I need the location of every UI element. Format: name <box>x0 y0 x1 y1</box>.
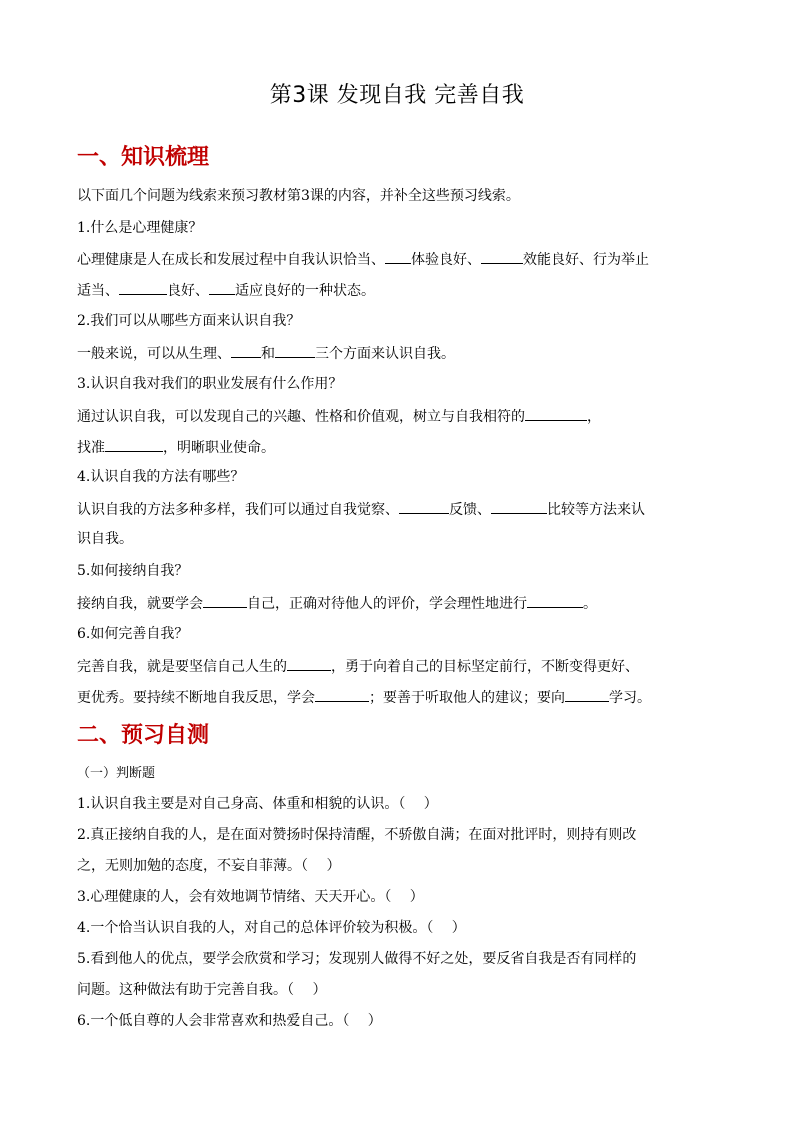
fill-blank <box>565 686 609 702</box>
section-heading-self-test: 二、预习自测 <box>77 723 210 748</box>
question-5: 5.如何接纳自我？ <box>77 563 189 579</box>
subsection-true-false: （一）判断题 <box>77 766 156 781</box>
tf-item: 5.看到他人的优点，要学会欣赏和学习；发现别人做得不好之处，要反省自我是否有同样的 <box>77 951 637 967</box>
answer-6-line-1: 完善自我，就是要坚信自己人生的 ，勇于向着自己的目标坚定前行，不断变得更好、 <box>77 655 722 677</box>
question-3: 3.认识自我对我们的职业发展有什么作用？ <box>77 376 343 392</box>
fill-blank <box>275 342 315 358</box>
answer-1-line-1: 心理健康是人在成长和发展过程中自我认识恰当、 体验良好、 效能良好、行为举止 <box>77 248 722 270</box>
answer-2-line-1: 一般来说，可以从生理、 和 三个方面来认识自我。 <box>77 342 722 364</box>
question-6: 6.如何完善自我？ <box>77 626 189 642</box>
fill-blank <box>231 342 261 358</box>
answer-5-line-1: 接纳自我，就要学会 自己，正确对待他人的评价，学会理性地进行 。 <box>77 592 722 614</box>
tf-item: 3.心理健康的人，会有效地调节情绪、天天开心。（ ） <box>77 889 424 905</box>
fill-blank <box>527 592 583 608</box>
fill-blank <box>399 498 449 514</box>
answer-3-line-2: 找准 ，明晰职业使命。 <box>77 436 722 458</box>
fill-blank <box>525 405 587 421</box>
fill-blank <box>385 248 411 264</box>
tf-item-continued: 问题。这种做法有助于完善自我。（ ） <box>77 982 327 998</box>
fill-blank <box>481 248 523 264</box>
answer-3-line-1: 通过认识自我，可以发现自己的兴趣、性格和价值观，树立与自我相符的 ， <box>77 405 722 427</box>
answer-6-line-2: 更优秀。要持续不断地自我反思，学会 ；要善于听取他人的建议；要向 学习。 <box>77 686 722 708</box>
tf-item: 4.一个恰当认识自我的人，对自己的总体评价较为积极。（ ） <box>77 920 466 936</box>
question-2: 2.我们可以从哪些方面来认识自我？ <box>77 313 301 329</box>
fill-blank <box>105 436 163 452</box>
question-4: 4.认识自我的方法有哪些？ <box>77 469 245 485</box>
answer-4-line-1: 认识自我的方法多种多样，我们可以通过自我觉察、 反馈、 比较等方法来认 <box>77 498 722 520</box>
answer-4-line-2: 识自我。 <box>77 531 133 547</box>
answer-1-line-2: 适当、 良好、 适应良好的一种状态。 <box>77 279 722 301</box>
fill-blank <box>209 279 235 295</box>
fill-blank <box>287 655 331 671</box>
tf-item: 2.真正接纳自我的人，是在面对赞扬时保持清醒，不骄傲自满；在面对批评时，则持有则改 <box>77 827 637 843</box>
fill-blank <box>119 279 167 295</box>
question-1: 1.什么是心理健康？ <box>77 220 203 236</box>
fill-blank <box>203 592 247 608</box>
fill-blank <box>315 686 369 702</box>
section-heading-knowledge: 一、知识梳理 <box>77 145 210 170</box>
tf-item: 6.一个低自尊的人会非常喜欢和热爱自己。（ ） <box>77 1013 382 1029</box>
intro-text: 以下面几个问题为线索来预习教材第3课的内容，并补全这些预习线索。 <box>77 188 520 204</box>
fill-blank <box>491 498 547 514</box>
page-title: 第3课 发现自我 完善自我 <box>269 83 525 108</box>
tf-item: 1.认识自我主要是对自己身高、体重和相貌的认识。（ ） <box>77 796 438 812</box>
tf-item-continued: 之，无则加勉的态度，不妄自菲薄。（ ） <box>77 858 341 874</box>
